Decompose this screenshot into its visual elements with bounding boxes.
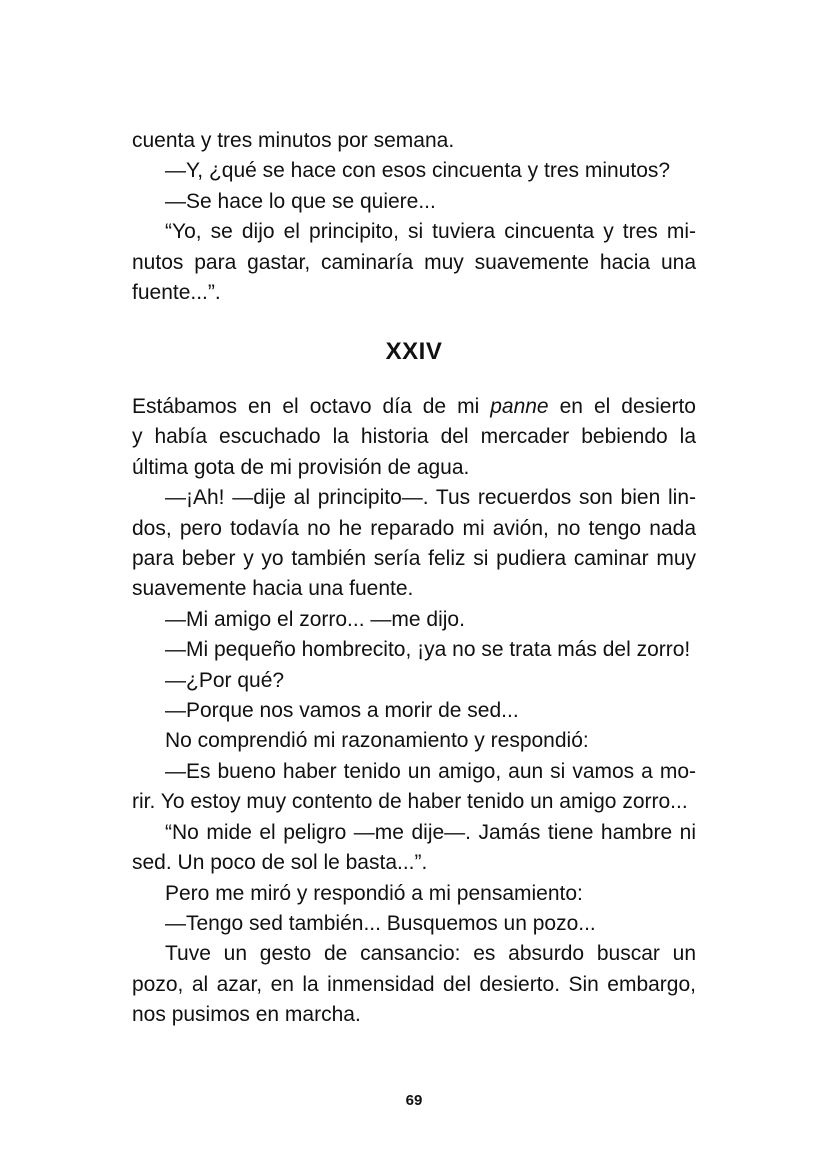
text-line: —Tengo sed también... Busquemos un pozo...: [165, 911, 596, 935]
text-line: —Es bueno haber tenido un amigo, aun si vamos a mo-: [165, 759, 696, 783]
text-line: —Se hace lo que se quiere...: [165, 189, 436, 213]
text-line: No comprendió mi razonamiento y respondió:: [165, 729, 589, 753]
text-line: nutos para gastar, caminaría muy suavemente hacia una: [132, 250, 696, 274]
text-line: para beber y yo también sería feliz si pudiera caminar muy: [132, 547, 696, 571]
text-line: —Mi pequeño hombrecito, ¡ya no se trata más del zorro!: [165, 638, 691, 662]
text-line: “No mide el peligro —me dije—. Jamás tiene hambre ni: [165, 820, 696, 844]
italic-word: panne: [490, 395, 549, 418]
text-line: y había escuchado la historia del mercader bebiendo la: [132, 425, 696, 449]
text-line: nos pusimos en marcha.: [132, 1003, 361, 1027]
text-fragment: en el desierto: [548, 395, 696, 418]
text-line: —¡Ah! —dije al principito—. Tus recuerdos son bien lin-: [165, 486, 696, 510]
text-line: cuenta y tres minutos por semana.: [132, 129, 455, 152]
top-text-block: [132, 126, 696, 308]
text-line: pozo, al azar, en la inmensidad del desierto. Sin embargo,: [132, 972, 696, 996]
chapter-heading: XXIV: [385, 338, 443, 365]
text-line: fuente...”.: [132, 281, 221, 305]
text-line: —¿Por qué?: [165, 668, 285, 692]
text-line: sed. Un poco de sol le basta...”.: [132, 851, 428, 875]
text-line: “Yo, se dijo el principito, si tuviera cincuenta y tres mi-: [165, 220, 696, 244]
text-line: última gota de mi provisión de agua.: [132, 455, 470, 479]
text-line-first: [132, 392, 696, 422]
page-number: 69: [405, 1092, 423, 1109]
text-fragment: Estábamos en el octavo día de mi: [132, 395, 491, 418]
text-line: —Porque nos vamos a morir de sed...: [165, 699, 519, 723]
text-line: Tuve un gesto de cansancio: es absurdo buscar un: [165, 942, 696, 966]
text-line: —Mi amigo el zorro... —me dijo.: [165, 607, 465, 631]
main-text-block: [132, 392, 696, 1031]
text-line: —Y, ¿qué se hace con esos cincuenta y tres minutos?: [165, 159, 671, 183]
text-line: rir. Yo estoy muy contento de haber tenido un amigo zorro...: [132, 790, 688, 814]
text-line: Pero me miró y respondió a mi pensamiento:: [165, 881, 583, 905]
text-line: dos, pero todavía no he reparado mi avión, no tengo nada: [132, 516, 696, 540]
text-line: suavemente hacia una fuente.: [132, 577, 414, 601]
